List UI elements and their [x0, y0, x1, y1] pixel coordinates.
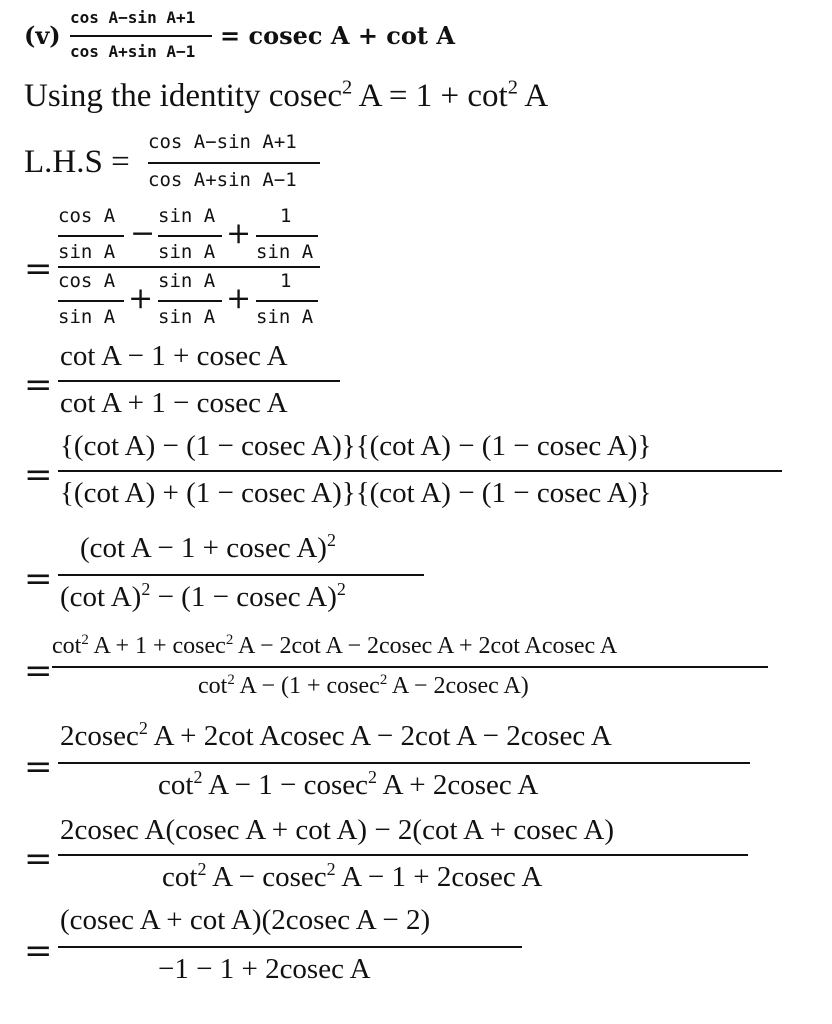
step1-top-t3-num: 1	[280, 205, 292, 227]
step6-den-sq2: 2	[368, 766, 378, 787]
step6-numerator	[60, 717, 612, 752]
step5-num-b: A + 1 + cosec	[88, 633, 226, 659]
step5-num-c: A − 2cot A − 2cosec A + 2cot Acosec A	[233, 633, 618, 659]
step1-top-minus: −	[130, 216, 156, 251]
lhs-label: L.H.S =	[24, 144, 130, 180]
step1-bot-t2-bar	[158, 300, 222, 302]
step4-equals: =	[24, 559, 53, 599]
step3-equals: =	[24, 455, 53, 495]
step4-den-sq1: 2	[141, 578, 151, 599]
step7-bar	[58, 854, 748, 856]
identity-sq1: 2	[342, 76, 353, 99]
step5-den-c: A − 2cosec A)	[387, 673, 529, 699]
step1-main-bar	[58, 266, 320, 268]
step7-den-sq2: 2	[326, 858, 336, 879]
step4-num-sq: 2	[326, 529, 336, 550]
heading-denominator: cos A+sin A−1	[70, 42, 196, 61]
step6-den-a: cot	[158, 769, 194, 801]
step7-numerator: 2cosec A(cosec A + cot A) − 2(cot A + cosec A)	[60, 814, 615, 846]
step1-bot-t1-bar	[58, 300, 124, 302]
step6-den-sq1: 2	[193, 766, 203, 787]
identity-text: Using the identity cosec	[24, 78, 343, 114]
step1-top-t1-den: sin A	[58, 241, 116, 263]
step4-denominator	[60, 578, 346, 613]
step4-den-b: − (1 − cosec A)	[150, 581, 337, 613]
step7-den-b: A − cosec	[206, 861, 327, 893]
step1-top-t2-den: sin A	[158, 241, 216, 263]
step1-top-t1-num: cos A	[58, 205, 116, 227]
step3-denominator: {(cot A) + (1 − cosec A)}{(cot A) − (1 − cosec A)}	[60, 477, 652, 509]
lhs-denominator: cos A+sin A−1	[148, 169, 297, 191]
step1-equals: =	[24, 249, 53, 289]
step2-bar	[58, 380, 340, 382]
step3-numerator: {(cot A) − (1 − cosec A)}{(cot A) − (1 − cosec A)}	[60, 430, 652, 462]
step1-bot-t3-num: 1	[280, 270, 292, 292]
step4-bar	[58, 574, 424, 576]
step1-bot-t1-num: cos A	[58, 270, 116, 292]
step1-bot-t1-den: sin A	[58, 306, 116, 328]
step5-den-sq1: 2	[227, 671, 235, 688]
step1-top-plus: +	[226, 216, 252, 251]
step5-equals: =	[24, 651, 53, 691]
step7-den-sq1: 2	[197, 858, 207, 879]
step5-num-sq1: 2	[81, 631, 89, 648]
step6-den-b: A − 1 − cosec	[202, 769, 369, 801]
step7-den-a: cot	[162, 861, 198, 893]
step1-bot-plus1: +	[128, 281, 154, 316]
step1-bot-t2-den: sin A	[158, 306, 216, 328]
step2-numerator: cot A − 1 + cosec A	[60, 340, 288, 372]
step6-denominator	[158, 766, 539, 801]
step4-den-a: (cot A)	[60, 581, 142, 613]
step1-top-t3-bar	[256, 235, 318, 237]
step8-equals: =	[24, 931, 53, 971]
part-label: (v)	[24, 21, 61, 50]
step5-denominator	[198, 671, 529, 699]
step1-bot-t3-den: sin A	[256, 306, 314, 328]
step2-denominator: cot A + 1 − cosec A	[60, 387, 288, 419]
step2-equals: =	[24, 365, 53, 405]
step7-den-c: A − 1 + 2cosec A	[335, 861, 543, 893]
step5-num-a: cot	[52, 633, 82, 659]
step6-equals: =	[24, 747, 53, 787]
step6-bar	[58, 762, 750, 764]
step4-den-sq2: 2	[336, 578, 346, 599]
identity-mid: A = 1 + cot	[352, 78, 508, 114]
lhs-bar	[148, 162, 320, 164]
lhs-numerator: cos A−sin A+1	[148, 131, 297, 153]
step1-bot-plus2: +	[226, 281, 252, 316]
step1-top-t2-bar	[158, 235, 222, 237]
step6-num-sq: 2	[138, 717, 148, 738]
step7-equals: =	[24, 839, 53, 879]
step1-top-t3-den: sin A	[256, 241, 314, 263]
step5-den-b: A − (1 + cosec	[234, 673, 380, 699]
step8-numerator: (cosec A + cot A)(2cosec A − 2)	[60, 904, 431, 936]
step8-bar	[58, 946, 522, 948]
step3-bar	[58, 470, 782, 472]
heading-rhs: = cosec A + cot A	[220, 21, 455, 50]
heading-numerator: cos A−sin A+1	[70, 8, 196, 27]
heading-bar	[70, 35, 212, 37]
identity-line	[24, 76, 549, 114]
step5-numerator	[52, 631, 618, 659]
step4-num-text: (cot A − 1 + cosec A)	[80, 532, 327, 564]
step5-den-a: cot	[198, 673, 228, 699]
step8-denominator: −1 − 1 + 2cosec A	[158, 953, 371, 985]
identity-end: A	[517, 78, 549, 114]
step5-bar	[52, 666, 768, 668]
step6-num-a: 2cosec	[60, 720, 139, 752]
step1-top-t1-bar	[58, 235, 124, 237]
step6-den-c: A + 2cosec A	[377, 769, 539, 801]
step1-bot-t2-num: sin A	[158, 270, 216, 292]
step1-bot-t3-bar	[256, 300, 318, 302]
step7-denominator	[162, 858, 543, 893]
step1-top-t2-num: sin A	[158, 205, 216, 227]
step6-num-b: A + 2cot Acosec A − 2cot A − 2cosec A	[147, 720, 612, 752]
step5-num-sq2: 2	[225, 631, 234, 648]
identity-sq2: 2	[507, 76, 518, 99]
step4-numerator	[80, 529, 336, 564]
step5-den-sq2: 2	[379, 671, 388, 688]
